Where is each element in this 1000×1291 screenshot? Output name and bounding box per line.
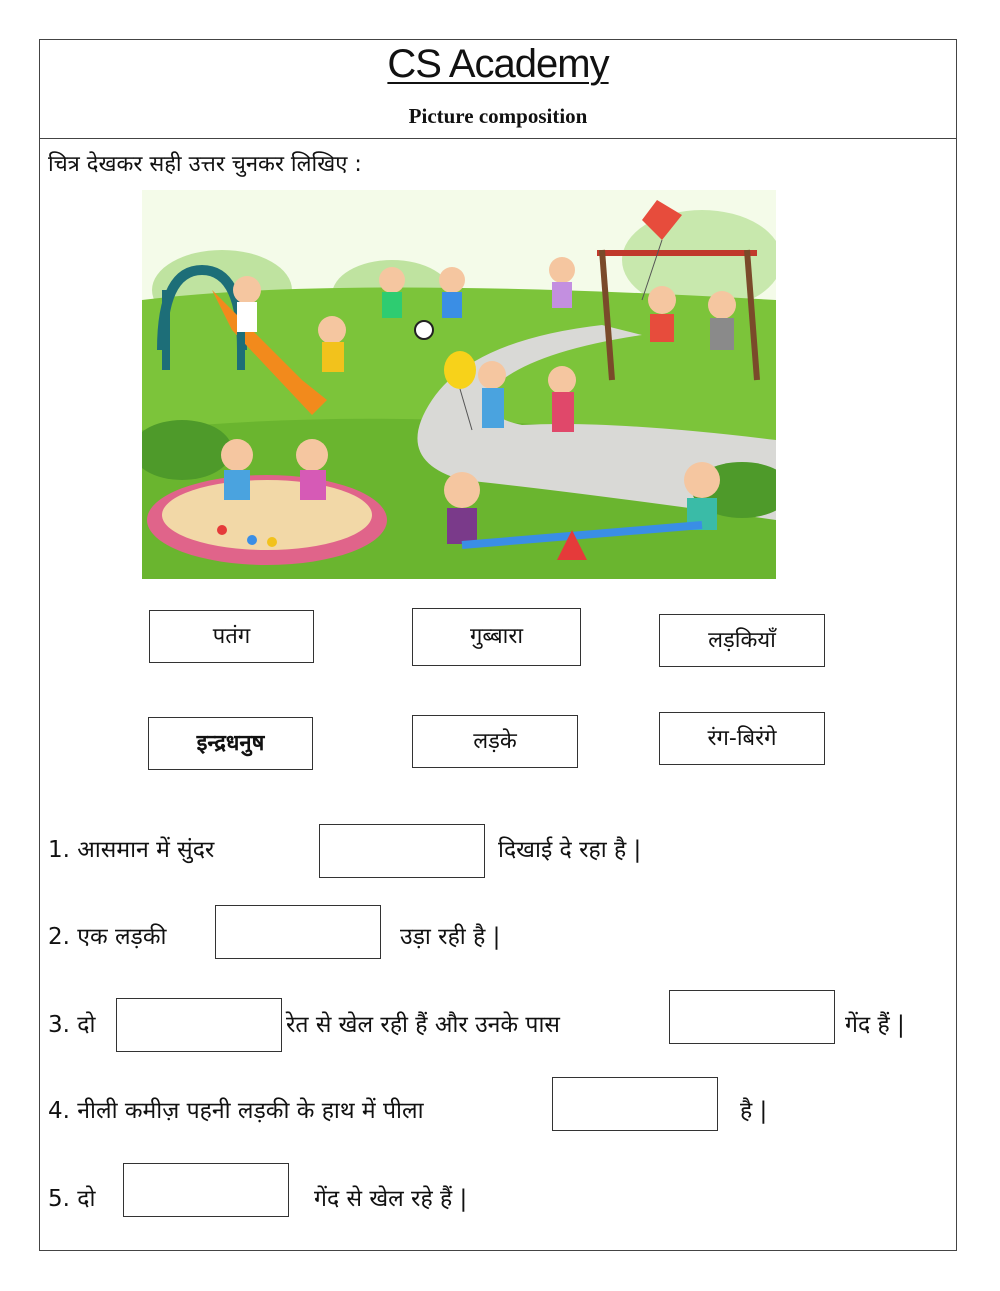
question-3-middle: रेत से खेल रही हैं और उनके पास: [286, 1012, 560, 1038]
question-4-end: है |: [740, 1098, 768, 1124]
brand-title: CS Academy: [387, 42, 609, 86]
question-3-end: गेंद हैं |: [845, 1012, 905, 1038]
question-4-start: 4. नीली कमीज़ पहनी लड़की के हाथ में पीला: [48, 1098, 424, 1124]
word-option[interactable]: लड़के: [412, 715, 578, 768]
playground-scene-icon: [142, 190, 776, 579]
question-2-end: उड़ा रही है |: [400, 924, 501, 950]
word-option[interactable]: पतंग: [149, 610, 314, 663]
word-option[interactable]: गुब्बारा: [412, 608, 581, 666]
answer-blank-4[interactable]: [552, 1077, 718, 1131]
answer-blank-3b[interactable]: [669, 990, 835, 1044]
instruction: चित्र देखकर सही उत्तर चुनकर लिखिए :: [48, 152, 362, 177]
word-option[interactable]: लड़कियाँ: [659, 614, 825, 667]
question-5-end: गेंद से खेल रहे हैं |: [314, 1186, 468, 1212]
question-5-start: 5. दो: [48, 1186, 96, 1212]
word-option[interactable]: इन्द्रधनुष: [148, 717, 313, 770]
word-option[interactable]: रंग-बिरंगे: [659, 712, 825, 765]
question-1-start: 1. आसमान में सुंदर: [48, 837, 215, 863]
answer-blank-3a[interactable]: [116, 998, 282, 1052]
question-1-end: दिखाई दे रहा है |: [498, 837, 642, 863]
answer-blank-2[interactable]: [215, 905, 381, 959]
question-2-start: 2. एक लड़की: [48, 924, 167, 950]
worksheet: [39, 39, 957, 1251]
question-3-start: 3. दो: [48, 1012, 96, 1038]
answer-blank-1[interactable]: [319, 824, 485, 878]
header: [40, 40, 956, 139]
subtitle: Picture composition: [408, 104, 588, 128]
answer-blank-5[interactable]: [123, 1163, 289, 1217]
